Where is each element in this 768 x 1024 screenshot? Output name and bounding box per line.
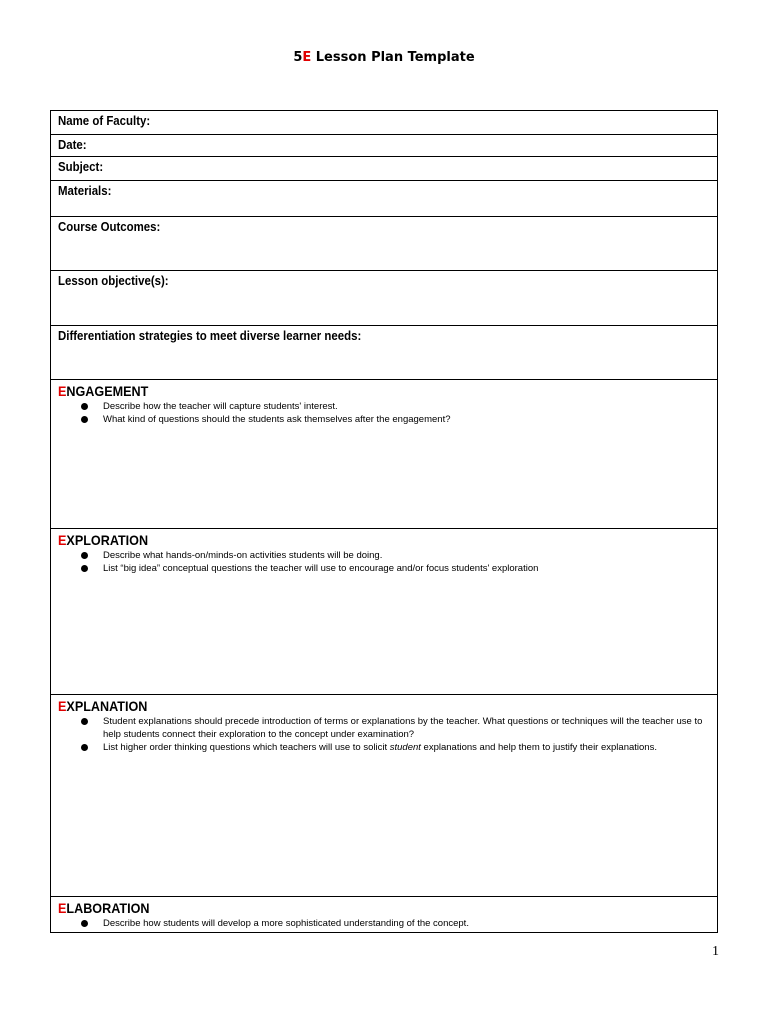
lesson-objectives-label: Lesson objective(s): bbox=[58, 273, 169, 288]
bullet-icon bbox=[81, 718, 88, 725]
elaboration-section[interactable] bbox=[51, 897, 718, 933]
differentiation-label: Differentiation strategies to meet diverse learner needs: bbox=[58, 328, 362, 343]
elaboration-heading bbox=[58, 900, 149, 916]
elaboration-bullet-1: Describe how students will develop a more sophisticated understanding of the concept. bbox=[103, 918, 469, 929]
exploration-heading bbox=[58, 532, 148, 548]
exploration-initial: E bbox=[58, 532, 67, 548]
differentiation-field[interactable] bbox=[51, 326, 718, 380]
subject-label: Subject: bbox=[58, 159, 104, 174]
lesson-plan-table bbox=[50, 110, 718, 933]
engagement-initial: E bbox=[58, 383, 67, 399]
engagement-heading-rest: NGAGEMENT bbox=[66, 383, 149, 399]
lesson-objectives-field[interactable] bbox=[51, 271, 718, 326]
bullet-icon bbox=[81, 744, 88, 751]
exploration-section[interactable] bbox=[51, 529, 718, 695]
elaboration-heading-rest: LABORATION bbox=[66, 900, 150, 916]
date-field[interactable] bbox=[51, 135, 718, 157]
engagement-bullet-1: Describe how the teacher will capture students' interest. bbox=[103, 401, 338, 412]
bullet-icon bbox=[81, 565, 88, 572]
elaboration-initial: E bbox=[58, 900, 67, 916]
engagement-heading bbox=[58, 383, 148, 399]
list-item bbox=[58, 413, 710, 426]
page-number: 1 bbox=[712, 944, 719, 959]
materials-field[interactable] bbox=[51, 181, 718, 217]
explanation-section[interactable] bbox=[51, 695, 718, 897]
course-outcomes-field[interactable] bbox=[51, 217, 718, 271]
explanation-bullet-2-post: explanations and help them to justify their explanations. bbox=[420, 742, 657, 753]
list-item bbox=[58, 549, 710, 562]
faculty-label: Name of Faculty: bbox=[58, 113, 151, 128]
list-item bbox=[58, 562, 710, 575]
explanation-heading bbox=[58, 698, 147, 714]
date-label: Date: bbox=[58, 137, 87, 152]
explanation-bullet-2-pre: List higher order thinking questions which teachers will use to solicit bbox=[103, 742, 390, 753]
engagement-bullet-2: What kind of questions should the students ask themselves after the engagement? bbox=[103, 414, 451, 425]
exploration-bullet-1: Describe what hands-on/minds-on activities students will be doing. bbox=[103, 550, 383, 561]
list-item bbox=[58, 715, 710, 741]
engagement-section[interactable] bbox=[51, 380, 718, 529]
bullet-icon bbox=[81, 920, 88, 927]
explanation-bullet-1: Student explanations should precede introduction of terms or explanations by the teacher. What questions or techniques will the teacher use to help students connect their exploration to the concept under examination? bbox=[103, 716, 703, 740]
explanation-heading-rest: XPLANATION bbox=[66, 698, 148, 714]
list-item bbox=[58, 917, 710, 930]
exploration-bullet-2: List “big idea” conceptual questions the teacher will use to encourage and/or focus students' exploration bbox=[103, 563, 539, 574]
bullet-icon bbox=[81, 552, 88, 559]
title-prefix: 5 bbox=[293, 50, 303, 65]
bullet-icon bbox=[81, 403, 88, 410]
title-rest: Lesson Plan Template bbox=[311, 50, 475, 65]
course-outcomes-label: Course Outcomes: bbox=[58, 219, 161, 234]
subject-field[interactable] bbox=[51, 157, 718, 181]
bullet-icon bbox=[81, 416, 88, 423]
list-item bbox=[58, 400, 710, 413]
list-item bbox=[58, 741, 710, 754]
explanation-bullet-2-em: student bbox=[389, 742, 421, 753]
exploration-heading-rest: XPLORATION bbox=[66, 532, 149, 548]
faculty-field[interactable] bbox=[51, 111, 718, 135]
title-accent: E bbox=[302, 50, 312, 65]
explanation-initial: E bbox=[58, 698, 67, 714]
materials-label: Materials: bbox=[58, 183, 112, 198]
page-title bbox=[0, 50, 768, 65]
